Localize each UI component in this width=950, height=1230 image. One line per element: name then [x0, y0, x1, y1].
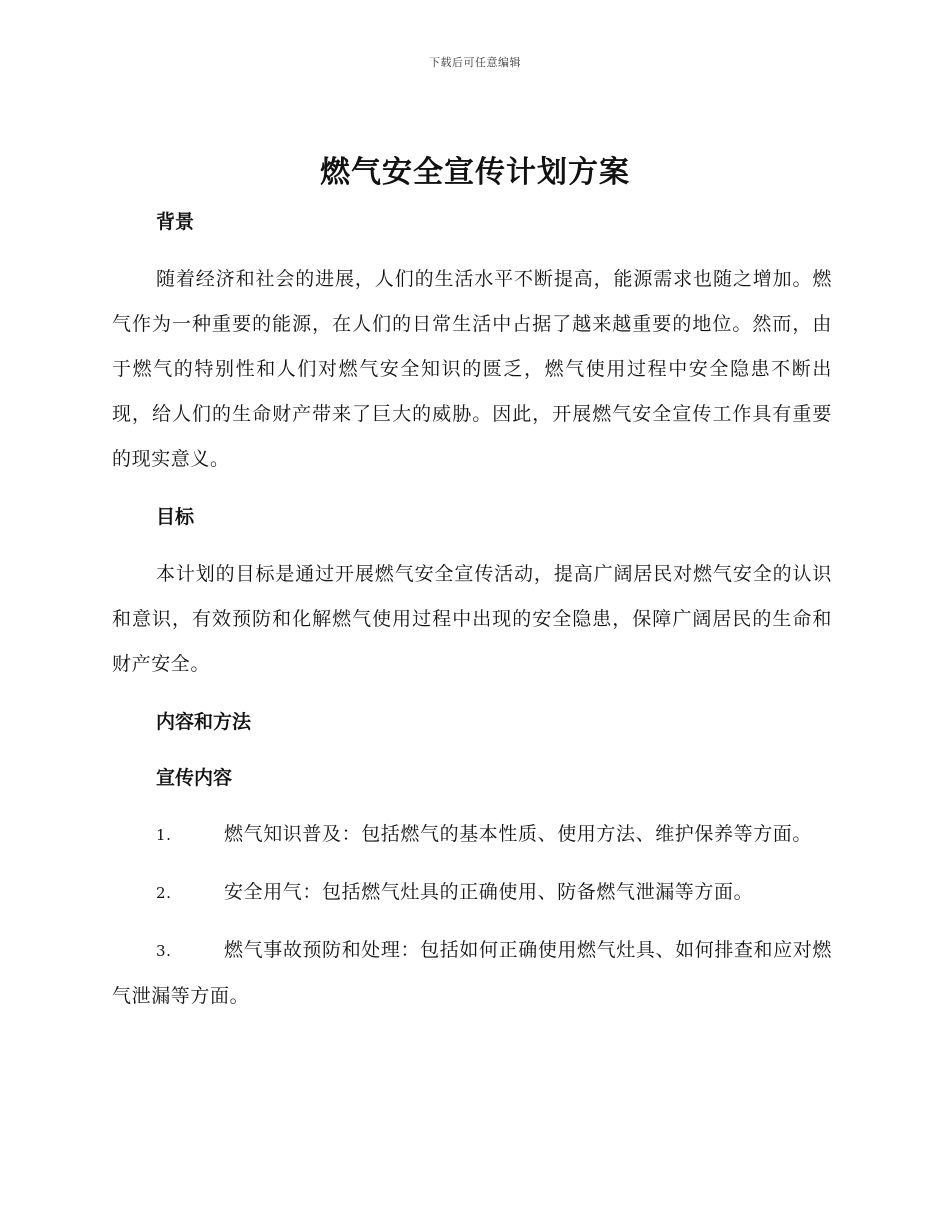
page-header-note: 下载后可任意编辑 [429, 56, 521, 69]
list-item [112, 928, 832, 1019]
section-heading-goal: 目标 [156, 506, 195, 528]
document-body [112, 200, 832, 1019]
list-item [112, 870, 832, 916]
list-item-number: 1. [156, 826, 172, 844]
list-item [112, 812, 832, 858]
section-heading-background: 背景 [156, 211, 195, 233]
list-item-text: 燃气知识普及：包括燃气的基本性质、使用方法、维护保养等方面。 [224, 823, 813, 845]
list-item-number: 2. [156, 884, 172, 902]
list-item-number: 3. [156, 942, 172, 960]
list-item-text: 安全用气：包括燃气灶具的正确使用、防备燃气泄漏等方面。 [224, 881, 754, 903]
section-heading-content-method: 内容和方法 [156, 711, 252, 733]
background-paragraph: 随着经济和社会的进展，人们的生活水平不断提高，能源需求也随之增加。燃气作为一种重要的能源，在人们的日常生活中占据了越来越重要的地位。然而，由于燃气的特别性和人们对燃气安全知识的匮乏，燃气使用过程中安全隐患不断出现，给人们的生命财产带来了巨大的威胁。因此，开展燃气安全宣传工作具有重要的现实意义。 [112, 268, 832, 470]
document-title: 燃气安全宣传计划方案 [320, 155, 630, 190]
goal-paragraph: 本计划的目标是通过开展燃气安全宣传活动，提高广阔居民对燃气安全的认识和意识，有效预防和化解燃气使用过程中出现的安全隐患，保障广阔居民的生命和财产安全。 [112, 563, 832, 675]
section-heading-publicity-content: 宣传内容 [156, 767, 233, 789]
list-item-text: 燃气事故预防和处理：包括如何正确使用燃气灶具、如何排查和应对燃气泄漏等方面。 [112, 939, 832, 1007]
